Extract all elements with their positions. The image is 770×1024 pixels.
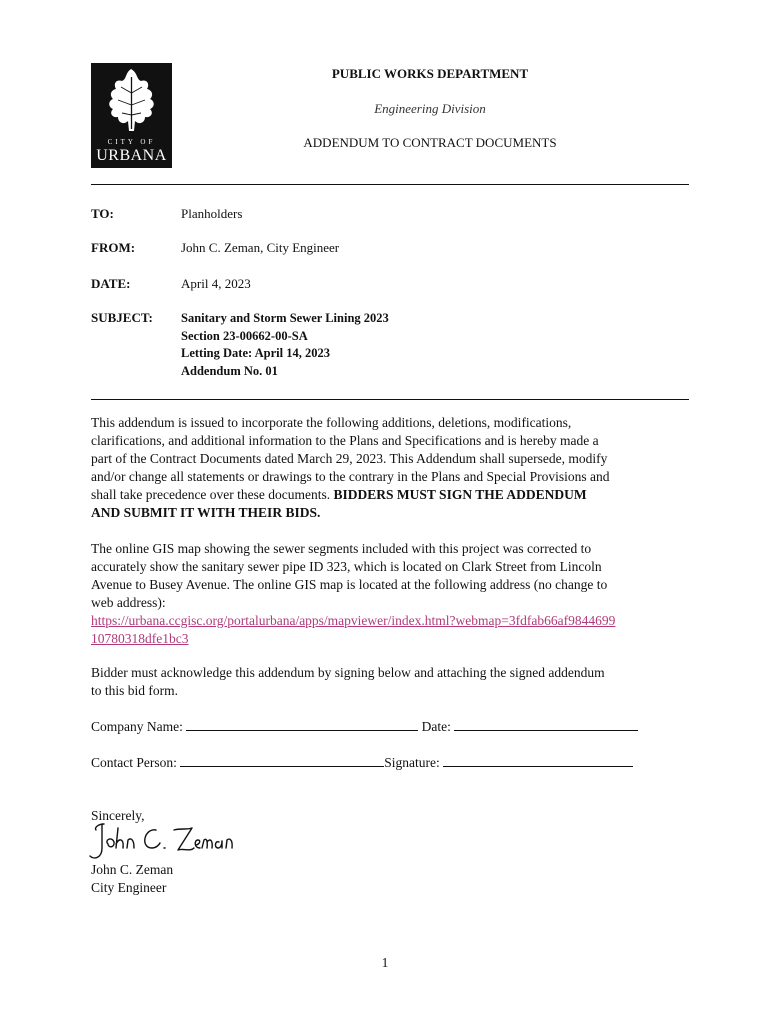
signature-image	[82, 818, 242, 864]
subject-line: Letting Date: April 14, 2023	[181, 346, 330, 360]
paragraph-line: Avenue to Busey Avenue. The online GIS map is located at the following address (no change to	[91, 577, 608, 592]
signer-title: City Engineer	[91, 880, 167, 895]
addendum-paragraph	[91, 414, 691, 522]
department-heading: PUBLIC WORKS DEPARTMENT	[331, 66, 529, 81]
paragraph-line: accurately show the sanitary sewer pipe ID 323, which is located on Clark Street from Lincoln	[91, 559, 602, 574]
company-name-field[interactable]	[186, 718, 418, 731]
contact-person-label: Contact Person:	[91, 755, 181, 770]
document-title: ADDENDUM TO CONTRACT DOCUMENTS	[303, 135, 557, 150]
bidders-notice: BIDDERS MUST SIGN THE ADDENDUM	[333, 487, 587, 502]
gis-map-link[interactable]: 10780318dfe1bc3	[91, 631, 189, 646]
date-field[interactable]	[454, 718, 638, 731]
paragraph-line: web address):	[91, 595, 166, 610]
subject-line: Section 23-00662-00-SA	[181, 328, 308, 343]
company-row	[91, 718, 638, 735]
paragraph-line: part of the Contract Documents dated March 29, 2023. This Addendum shall supersede, modify	[91, 451, 608, 466]
contact-row	[91, 754, 633, 771]
header-divider	[91, 184, 689, 185]
paragraph-line: The online GIS map showing the sewer segments included with this project was corrected to	[91, 541, 592, 556]
city-logo	[91, 63, 172, 168]
paragraph-line: to this bid form.	[91, 683, 178, 698]
gis-map-link[interactable]: https://urbana.ccgisc.org/portalurbana/apps/mapviewer/index.html?webmap=3fdfab66af9844699	[91, 613, 616, 628]
contact-person-field[interactable]	[180, 754, 384, 767]
signer-name: John C. Zeman	[91, 862, 174, 877]
date-label: DATE:	[91, 276, 131, 291]
paragraph-line: clarifications, and additional information to the Plans and Specifications and is hereby made a	[91, 433, 599, 448]
logo-urbana-text: URBANA	[96, 147, 167, 164]
paragraph-line: Bidder must acknowledge this addendum by signing below and attaching the signed addendum	[91, 665, 605, 680]
date-field-label: Date:	[418, 719, 455, 734]
paragraph-text: shall take precedence over these documents.	[91, 487, 334, 502]
to-value: Planholders	[181, 206, 243, 221]
company-name-label: Company Name:	[91, 719, 187, 734]
signature-field[interactable]	[443, 754, 633, 767]
logo-city-text: CITY OF	[107, 138, 156, 146]
from-label: FROM:	[91, 240, 136, 255]
bidders-notice: AND SUBMIT IT WITH THEIR BIDS.	[91, 505, 321, 520]
from-value: John C. Zeman, City Engineer	[181, 240, 340, 255]
division-heading: Engineering Division	[374, 101, 486, 116]
date-value: April 4, 2023	[181, 276, 251, 291]
paragraph-line: and/or change all statements or drawings to the contrary in the Plans and Special Provisions and	[91, 469, 610, 484]
subject-label: SUBJECT:	[91, 310, 153, 325]
subject-block	[181, 310, 389, 380]
paragraph-line	[91, 486, 691, 504]
gis-paragraph	[91, 540, 691, 648]
acknowledge-paragraph	[91, 664, 691, 700]
to-label: TO:	[91, 206, 114, 221]
signature-label: Signature:	[384, 755, 444, 770]
subject-line: Sanitary and Storm Sewer Lining 2023	[181, 311, 389, 325]
sincerely-text: Sincerely,	[91, 808, 145, 823]
paragraph-line: This addendum is issued to incorporate the following additions, deletions, modifications,	[91, 415, 572, 430]
memo-divider	[91, 399, 689, 400]
subject-line: Addendum No. 01	[181, 363, 278, 378]
signer-block	[91, 861, 691, 897]
page-number: 1	[381, 955, 389, 970]
